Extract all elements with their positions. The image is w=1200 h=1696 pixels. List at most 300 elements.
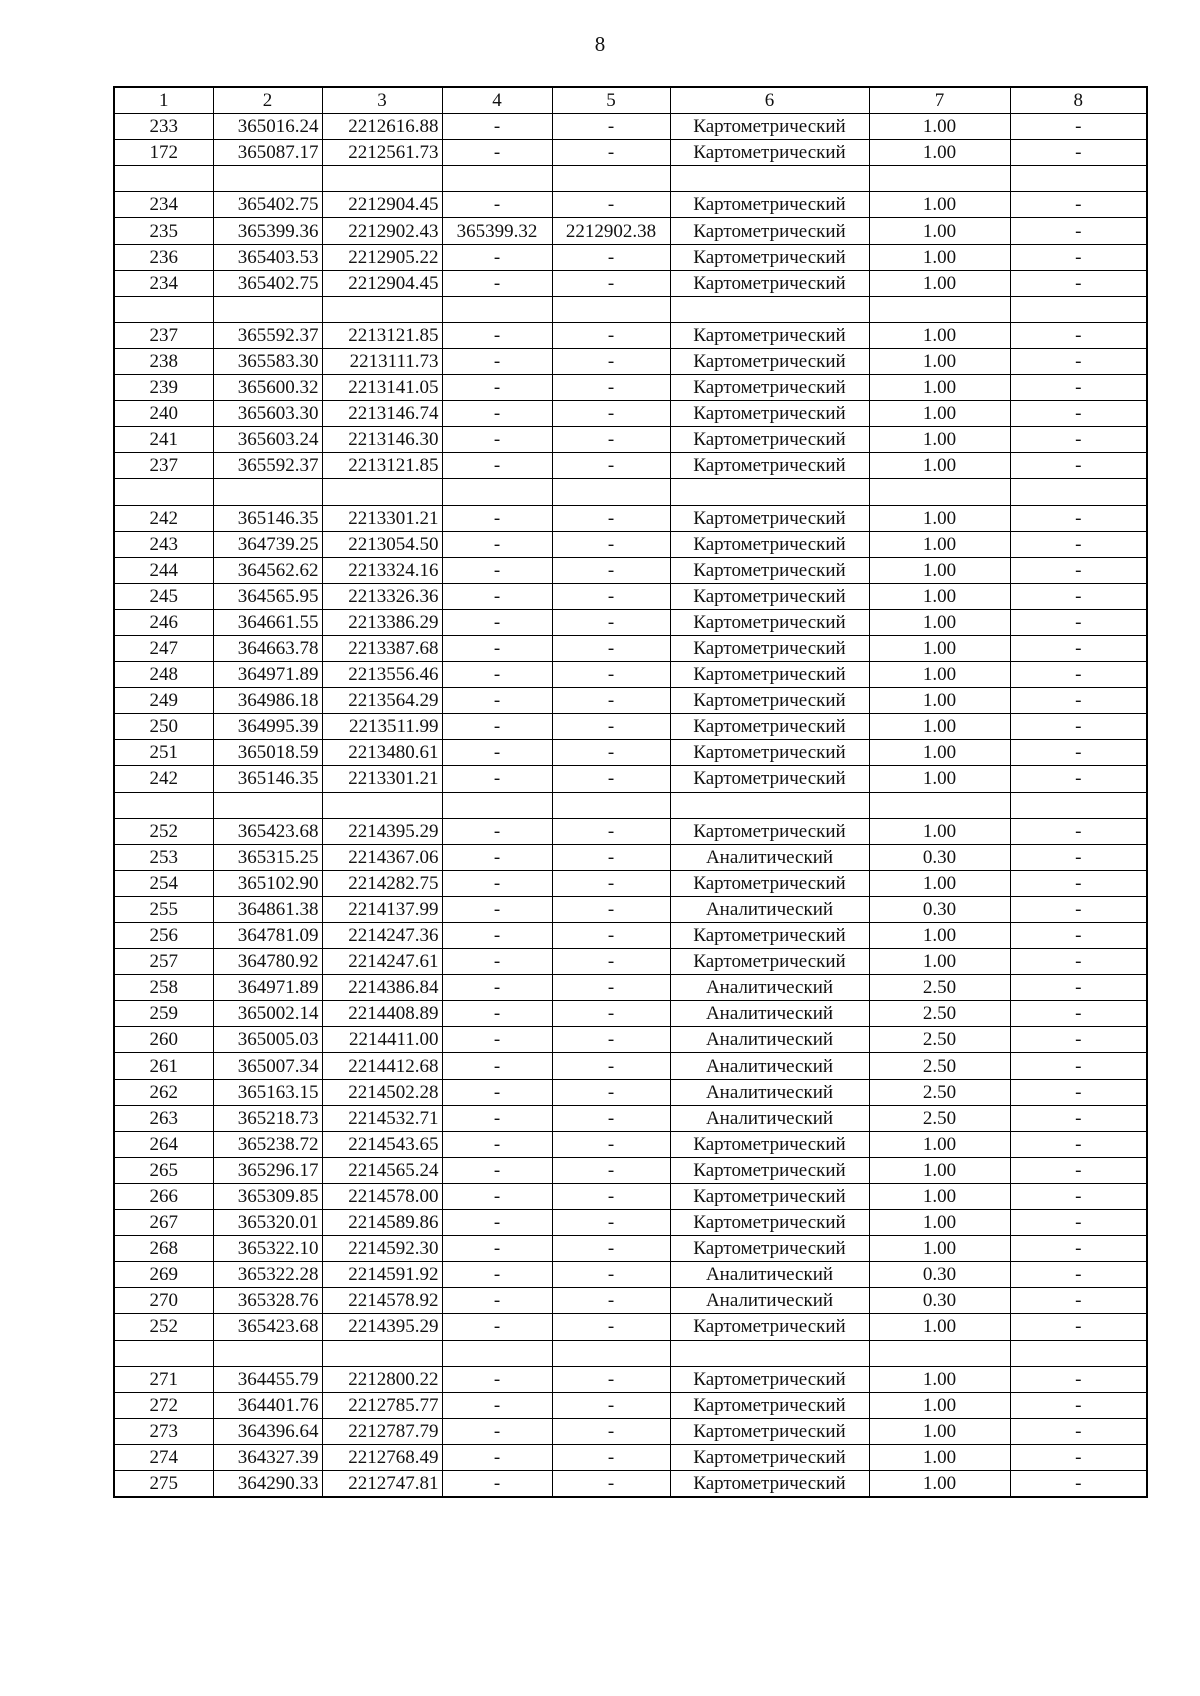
x-coordinate-cell: 364971.89	[213, 975, 322, 1001]
x-coordinate-cell: 365403.53	[213, 244, 322, 270]
table-body	[114, 114, 1147, 1497]
y-alt-cell	[552, 1340, 670, 1366]
y-coordinate-cell: 2214502.28	[322, 1079, 442, 1105]
x-alt-cell: -	[442, 1001, 552, 1027]
y-alt-cell: -	[552, 1001, 670, 1027]
note-cell: -	[1010, 557, 1147, 583]
method-cell: Картометрический	[670, 1210, 869, 1236]
accuracy-cell: 1.00	[869, 140, 1010, 166]
accuracy-cell: 1.00	[869, 1418, 1010, 1444]
note-cell	[1010, 479, 1147, 505]
y-coordinate-cell	[322, 166, 442, 192]
point-number-cell: 275	[114, 1470, 213, 1497]
y-alt-cell: -	[552, 714, 670, 740]
accuracy-cell: 1.00	[869, 766, 1010, 792]
x-coordinate-cell: 365423.68	[213, 1314, 322, 1340]
table-row	[114, 192, 1147, 218]
y-alt-cell: -	[552, 949, 670, 975]
y-coordinate-cell: 2213564.29	[322, 688, 442, 714]
y-alt-cell: -	[552, 1418, 670, 1444]
y-alt-cell: -	[552, 114, 670, 140]
accuracy-cell: 1.00	[869, 427, 1010, 453]
x-coordinate-cell: 365146.35	[213, 766, 322, 792]
x-coordinate-cell: 364995.39	[213, 714, 322, 740]
x-alt-cell: -	[442, 766, 552, 792]
y-coordinate-cell: 2214395.29	[322, 818, 442, 844]
y-coordinate-cell: 2213386.29	[322, 609, 442, 635]
note-cell: -	[1010, 1444, 1147, 1470]
x-coordinate-cell: 365402.75	[213, 192, 322, 218]
method-cell: Аналитический	[670, 1027, 869, 1053]
note-cell: -	[1010, 114, 1147, 140]
table-row	[114, 1288, 1147, 1314]
x-coordinate-cell: 365102.90	[213, 870, 322, 896]
y-coordinate-cell: 2214592.30	[322, 1236, 442, 1262]
x-coordinate-cell	[213, 479, 322, 505]
x-alt-cell: -	[442, 662, 552, 688]
note-cell: -	[1010, 844, 1147, 870]
x-coordinate-cell: 365328.76	[213, 1288, 322, 1314]
x-alt-cell: -	[442, 114, 552, 140]
x-alt-cell: -	[442, 322, 552, 348]
point-number-cell: 254	[114, 870, 213, 896]
method-cell	[670, 1340, 869, 1366]
method-cell: Картометрический	[670, 531, 869, 557]
column-header: 8	[1010, 87, 1147, 114]
table-separator-row	[114, 1340, 1147, 1366]
table-row	[114, 766, 1147, 792]
x-coordinate-cell	[213, 792, 322, 818]
x-coordinate-cell: 365163.15	[213, 1079, 322, 1105]
note-cell: -	[1010, 322, 1147, 348]
y-alt-cell: -	[552, 453, 670, 479]
x-coordinate-cell: 365592.37	[213, 453, 322, 479]
x-coordinate-cell: 365002.14	[213, 1001, 322, 1027]
note-cell	[1010, 792, 1147, 818]
point-number-cell: 267	[114, 1210, 213, 1236]
x-coordinate-cell: 365146.35	[213, 505, 322, 531]
note-cell: -	[1010, 714, 1147, 740]
x-alt-cell: -	[442, 583, 552, 609]
method-cell: Картометрический	[670, 1236, 869, 1262]
accuracy-cell	[869, 296, 1010, 322]
y-alt-cell	[552, 166, 670, 192]
y-alt-cell: -	[552, 1470, 670, 1497]
column-header: 7	[869, 87, 1010, 114]
point-number-cell: 237	[114, 453, 213, 479]
x-alt-cell: -	[442, 1262, 552, 1288]
x-coordinate-cell: 365018.59	[213, 740, 322, 766]
x-alt-cell: -	[442, 401, 552, 427]
y-coordinate-cell: 2214412.68	[322, 1053, 442, 1079]
point-number-cell: 269	[114, 1262, 213, 1288]
accuracy-cell	[869, 166, 1010, 192]
table-separator-row	[114, 479, 1147, 505]
method-cell	[670, 792, 869, 818]
method-cell: Картометрический	[670, 714, 869, 740]
page-number: 8	[594, 32, 606, 56]
table-row	[114, 975, 1147, 1001]
note-cell: -	[1010, 1236, 1147, 1262]
y-coordinate-cell: 2213480.61	[322, 740, 442, 766]
x-alt-cell: -	[442, 1183, 552, 1209]
y-alt-cell: -	[552, 1314, 670, 1340]
y-coordinate-cell: 2212561.73	[322, 140, 442, 166]
method-cell: Картометрический	[670, 1131, 869, 1157]
x-alt-cell: -	[442, 1027, 552, 1053]
x-coordinate-cell: 365007.34	[213, 1053, 322, 1079]
note-cell: -	[1010, 218, 1147, 244]
y-coordinate-cell: 2213054.50	[322, 531, 442, 557]
accuracy-cell: 1.00	[869, 348, 1010, 374]
method-cell: Картометрический	[670, 818, 869, 844]
method-cell: Картометрический	[670, 662, 869, 688]
y-alt-cell: -	[552, 427, 670, 453]
table-separator-row	[114, 166, 1147, 192]
note-cell: -	[1010, 1418, 1147, 1444]
table-header-row	[114, 87, 1147, 114]
note-cell: -	[1010, 949, 1147, 975]
method-cell: Аналитический	[670, 975, 869, 1001]
y-coordinate-cell: 2212905.22	[322, 244, 442, 270]
x-alt-cell: -	[442, 1079, 552, 1105]
x-alt-cell	[442, 792, 552, 818]
accuracy-cell: 1.00	[869, 662, 1010, 688]
y-alt-cell: 2212902.38	[552, 218, 670, 244]
x-alt-cell: -	[442, 1470, 552, 1497]
note-cell: -	[1010, 244, 1147, 270]
x-alt-cell: -	[442, 1157, 552, 1183]
y-coordinate-cell	[322, 1340, 442, 1366]
x-alt-cell: -	[442, 1314, 552, 1340]
x-coordinate-cell: 365423.68	[213, 818, 322, 844]
y-alt-cell: -	[552, 1392, 670, 1418]
accuracy-cell: 1.00	[869, 1131, 1010, 1157]
accuracy-cell: 1.00	[869, 218, 1010, 244]
table-row	[114, 270, 1147, 296]
point-number-cell: 259	[114, 1001, 213, 1027]
method-cell: Картометрический	[670, 870, 869, 896]
table-row	[114, 453, 1147, 479]
point-number-cell: 252	[114, 1314, 213, 1340]
accuracy-cell: 1.00	[869, 401, 1010, 427]
x-coordinate-cell: 364971.89	[213, 662, 322, 688]
x-coordinate-cell: 365402.75	[213, 270, 322, 296]
table-row	[114, 1366, 1147, 1392]
point-number-cell: 264	[114, 1131, 213, 1157]
x-coordinate-cell: 365399.36	[213, 218, 322, 244]
y-coordinate-cell: 2213146.74	[322, 401, 442, 427]
point-number-cell	[114, 296, 213, 322]
note-cell: -	[1010, 1262, 1147, 1288]
column-header: 2	[213, 87, 322, 114]
x-coordinate-cell	[213, 1340, 322, 1366]
y-coordinate-cell: 2214578.92	[322, 1288, 442, 1314]
table-row	[114, 1314, 1147, 1340]
x-alt-cell: -	[442, 1392, 552, 1418]
note-cell: -	[1010, 1105, 1147, 1131]
y-alt-cell: -	[552, 192, 670, 218]
method-cell: Картометрический	[670, 688, 869, 714]
note-cell: -	[1010, 348, 1147, 374]
x-alt-cell: -	[442, 192, 552, 218]
y-alt-cell: -	[552, 1262, 670, 1288]
point-number-cell: 239	[114, 375, 213, 401]
x-coordinate-cell: 364663.78	[213, 635, 322, 661]
x-coordinate-cell: 365296.17	[213, 1157, 322, 1183]
y-coordinate-cell	[322, 792, 442, 818]
point-number-cell: 274	[114, 1444, 213, 1470]
note-cell: -	[1010, 923, 1147, 949]
table-row	[114, 375, 1147, 401]
method-cell: Картометрический	[670, 766, 869, 792]
y-coordinate-cell: 2212787.79	[322, 1418, 442, 1444]
x-alt-cell: -	[442, 975, 552, 1001]
table-row	[114, 1157, 1147, 1183]
x-coordinate-cell: 365322.10	[213, 1236, 322, 1262]
method-cell: Аналитический	[670, 1053, 869, 1079]
y-alt-cell	[552, 792, 670, 818]
y-alt-cell: -	[552, 1079, 670, 1105]
accuracy-cell: 2.50	[869, 1105, 1010, 1131]
accuracy-cell	[869, 1340, 1010, 1366]
y-coordinate-cell: 2212904.45	[322, 192, 442, 218]
accuracy-cell: 1.00	[869, 192, 1010, 218]
x-alt-cell: -	[442, 140, 552, 166]
column-header: 6	[670, 87, 869, 114]
accuracy-cell: 1.00	[869, 818, 1010, 844]
table-row	[114, 1079, 1147, 1105]
note-cell: -	[1010, 583, 1147, 609]
table-row	[114, 688, 1147, 714]
y-alt-cell: -	[552, 1236, 670, 1262]
y-coordinate-cell: 2214247.61	[322, 949, 442, 975]
x-alt-cell: 365399.32	[442, 218, 552, 244]
point-number-cell: 256	[114, 923, 213, 949]
table-separator-row	[114, 792, 1147, 818]
table-row	[114, 844, 1147, 870]
method-cell: Картометрический	[670, 1183, 869, 1209]
table-row	[114, 870, 1147, 896]
x-coordinate-cell: 365016.24	[213, 114, 322, 140]
y-coordinate-cell	[322, 479, 442, 505]
point-number-cell	[114, 1340, 213, 1366]
accuracy-cell: 1.00	[869, 609, 1010, 635]
note-cell: -	[1010, 427, 1147, 453]
method-cell: Картометрический	[670, 505, 869, 531]
note-cell	[1010, 296, 1147, 322]
x-alt-cell: -	[442, 244, 552, 270]
accuracy-cell: 1.00	[869, 870, 1010, 896]
method-cell: Картометрический	[670, 1444, 869, 1470]
y-coordinate-cell: 2214591.92	[322, 1262, 442, 1288]
y-coordinate-cell: 2214386.84	[322, 975, 442, 1001]
y-coordinate-cell: 2212768.49	[322, 1444, 442, 1470]
method-cell: Картометрический	[670, 740, 869, 766]
method-cell: Картометрический	[670, 949, 869, 975]
x-alt-cell: -	[442, 714, 552, 740]
method-cell: Картометрический	[670, 609, 869, 635]
point-number-cell: 246	[114, 609, 213, 635]
table-row	[114, 1053, 1147, 1079]
y-alt-cell: -	[552, 635, 670, 661]
method-cell	[670, 166, 869, 192]
x-alt-cell: -	[442, 818, 552, 844]
y-alt-cell: -	[552, 975, 670, 1001]
x-coordinate-cell: 365218.73	[213, 1105, 322, 1131]
x-alt-cell: -	[442, 949, 552, 975]
point-number-cell: 244	[114, 557, 213, 583]
y-alt-cell: -	[552, 818, 670, 844]
x-alt-cell	[442, 479, 552, 505]
y-coordinate-cell: 2214578.00	[322, 1183, 442, 1209]
table-row	[114, 662, 1147, 688]
note-cell: -	[1010, 140, 1147, 166]
y-alt-cell: -	[552, 688, 670, 714]
table-row	[114, 923, 1147, 949]
x-coordinate-cell: 364661.55	[213, 609, 322, 635]
x-coordinate-cell: 364565.95	[213, 583, 322, 609]
point-number-cell: 261	[114, 1053, 213, 1079]
accuracy-cell: 0.30	[869, 844, 1010, 870]
x-alt-cell: -	[442, 1418, 552, 1444]
point-number-cell	[114, 479, 213, 505]
column-header: 3	[322, 87, 442, 114]
y-alt-cell: -	[552, 348, 670, 374]
note-cell: -	[1010, 1288, 1147, 1314]
note-cell: -	[1010, 1131, 1147, 1157]
note-cell: -	[1010, 688, 1147, 714]
note-cell: -	[1010, 375, 1147, 401]
y-alt-cell: -	[552, 244, 670, 270]
table-row	[114, 1210, 1147, 1236]
y-alt-cell: -	[552, 844, 670, 870]
x-alt-cell: -	[442, 1366, 552, 1392]
table-row	[114, 818, 1147, 844]
point-number-cell: 250	[114, 714, 213, 740]
x-alt-cell: -	[442, 375, 552, 401]
accuracy-cell: 1.00	[869, 1366, 1010, 1392]
table-row	[114, 348, 1147, 374]
x-coordinate-cell: 365600.32	[213, 375, 322, 401]
method-cell: Аналитический	[670, 1105, 869, 1131]
table-row	[114, 531, 1147, 557]
accuracy-cell: 1.00	[869, 740, 1010, 766]
method-cell: Картометрический	[670, 114, 869, 140]
note-cell: -	[1010, 635, 1147, 661]
table-row	[114, 583, 1147, 609]
table-row	[114, 1105, 1147, 1131]
point-number-cell: 234	[114, 270, 213, 296]
y-coordinate-cell: 2212904.45	[322, 270, 442, 296]
y-coordinate-cell: 2213301.21	[322, 766, 442, 792]
method-cell: Картометрический	[670, 1418, 869, 1444]
accuracy-cell: 1.00	[869, 557, 1010, 583]
note-cell: -	[1010, 870, 1147, 896]
point-number-cell: 272	[114, 1392, 213, 1418]
table-row	[114, 714, 1147, 740]
point-number-cell: 262	[114, 1079, 213, 1105]
accuracy-cell: 1.00	[869, 635, 1010, 661]
x-coordinate-cell: 364455.79	[213, 1366, 322, 1392]
y-alt-cell: -	[552, 401, 670, 427]
table-row	[114, 1236, 1147, 1262]
table-row	[114, 427, 1147, 453]
accuracy-cell: 1.00	[869, 1157, 1010, 1183]
method-cell: Аналитический	[670, 844, 869, 870]
x-coordinate-cell: 365592.37	[213, 322, 322, 348]
accuracy-cell: 1.00	[869, 1183, 1010, 1209]
x-coordinate-cell	[213, 296, 322, 322]
x-alt-cell: -	[442, 844, 552, 870]
x-alt-cell: -	[442, 453, 552, 479]
method-cell: Аналитический	[670, 1079, 869, 1105]
accuracy-cell: 1.00	[869, 453, 1010, 479]
x-alt-cell	[442, 296, 552, 322]
y-alt-cell: -	[552, 1105, 670, 1131]
point-number-cell	[114, 166, 213, 192]
point-number-cell: 263	[114, 1105, 213, 1131]
y-coordinate-cell: 2213141.05	[322, 375, 442, 401]
y-coordinate-cell: 2214589.86	[322, 1210, 442, 1236]
x-coordinate-cell: 364290.33	[213, 1470, 322, 1497]
accuracy-cell: 1.00	[869, 270, 1010, 296]
note-cell: -	[1010, 818, 1147, 844]
x-coordinate-cell: 364562.62	[213, 557, 322, 583]
y-coordinate-cell: 2213111.73	[322, 348, 442, 374]
table-row	[114, 1470, 1147, 1497]
y-alt-cell: -	[552, 322, 670, 348]
table-row	[114, 1131, 1147, 1157]
table-row	[114, 140, 1147, 166]
y-coordinate-cell: 2214411.00	[322, 1027, 442, 1053]
accuracy-cell: 1.00	[869, 688, 1010, 714]
note-cell: -	[1010, 975, 1147, 1001]
accuracy-cell: 0.30	[869, 1288, 1010, 1314]
x-alt-cell: -	[442, 270, 552, 296]
accuracy-cell: 1.00	[869, 322, 1010, 348]
point-number-cell: 270	[114, 1288, 213, 1314]
method-cell: Картометрический	[670, 244, 869, 270]
x-coordinate-cell: 365583.30	[213, 348, 322, 374]
x-alt-cell: -	[442, 688, 552, 714]
accuracy-cell: 1.00	[869, 583, 1010, 609]
method-cell: Картометрический	[670, 322, 869, 348]
point-number-cell: 273	[114, 1418, 213, 1444]
y-alt-cell: -	[552, 505, 670, 531]
point-number-cell: 240	[114, 401, 213, 427]
y-coordinate-cell: 2212785.77	[322, 1392, 442, 1418]
note-cell: -	[1010, 766, 1147, 792]
y-alt-cell: -	[552, 531, 670, 557]
accuracy-cell: 1.00	[869, 1236, 1010, 1262]
x-alt-cell: -	[442, 870, 552, 896]
method-cell: Картометрический	[670, 401, 869, 427]
note-cell: -	[1010, 1210, 1147, 1236]
method-cell: Картометрический	[670, 583, 869, 609]
x-alt-cell: -	[442, 609, 552, 635]
x-alt-cell: -	[442, 1210, 552, 1236]
y-alt-cell: -	[552, 1210, 670, 1236]
point-number-cell: 237	[114, 322, 213, 348]
method-cell: Картометрический	[670, 375, 869, 401]
x-coordinate-cell: 364986.18	[213, 688, 322, 714]
accuracy-cell: 1.00	[869, 1210, 1010, 1236]
table-row	[114, 1001, 1147, 1027]
method-cell: Картометрический	[670, 1392, 869, 1418]
x-alt-cell: -	[442, 635, 552, 661]
table-row	[114, 114, 1147, 140]
